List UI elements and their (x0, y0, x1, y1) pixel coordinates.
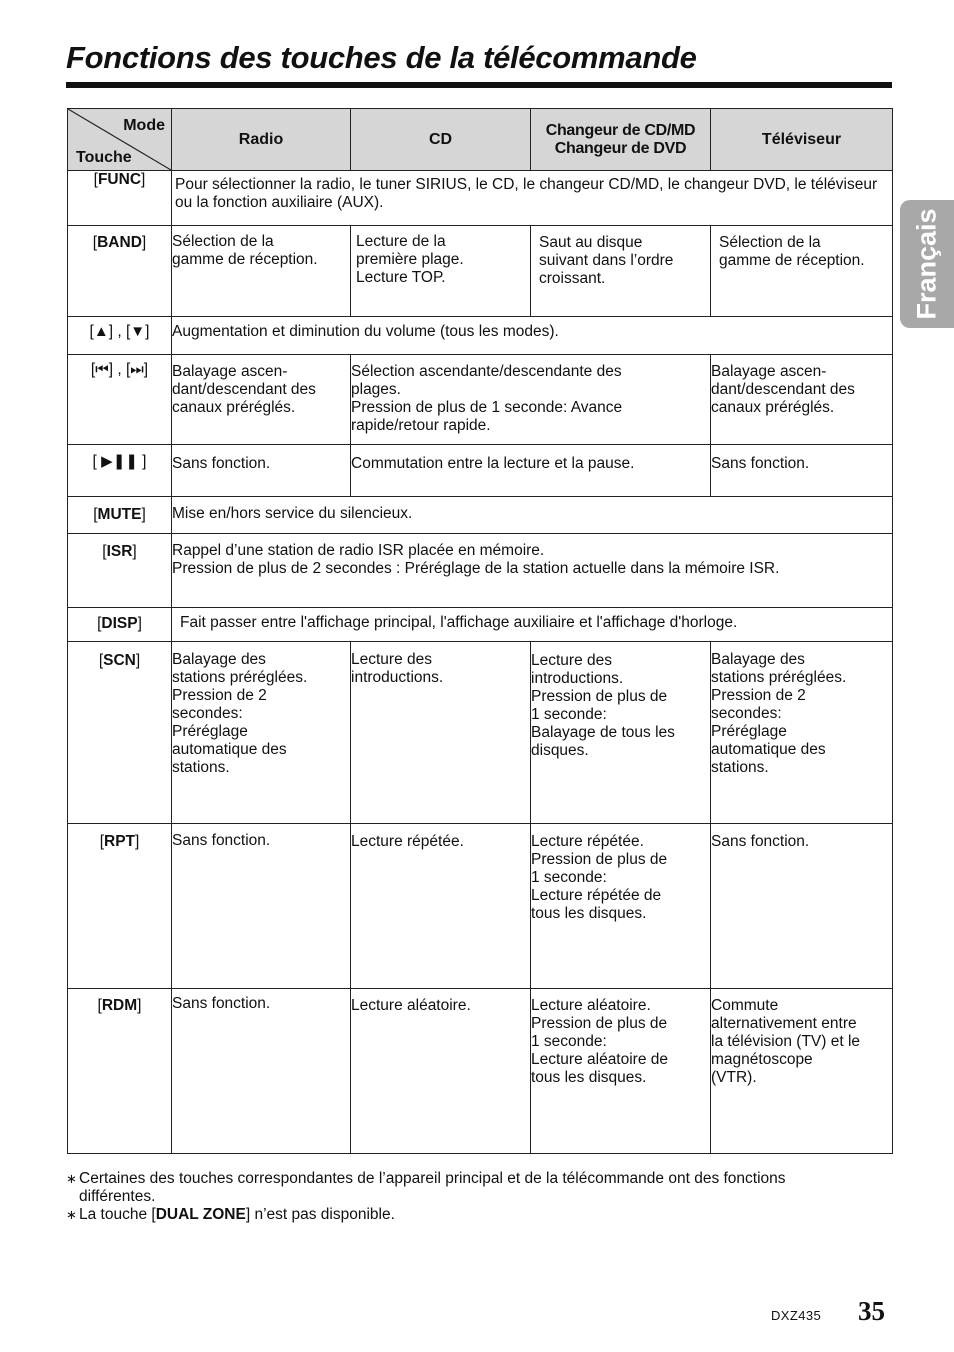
isr-text: Rappel d’une station de radio ISR placée en mémoire. Pression de plus de 2 secondes : Préréglage de la station actuelle dans la mémoire ISR. (172, 542, 780, 577)
key-name-disp: DISP (101, 615, 138, 632)
mode-touche-corner-header (68, 109, 172, 171)
func-description (172, 171, 893, 226)
rdm-tv-cell (711, 989, 893, 1154)
key-name-scn: SCN (103, 652, 136, 669)
play-pause-radio-text: Sans fonction. (172, 455, 271, 472)
key-name-rdm: RDM (101, 997, 138, 1014)
mute-description (172, 497, 893, 534)
rdm-changer-cell (531, 989, 711, 1154)
isr-description (172, 534, 893, 608)
table-row-volume (68, 317, 893, 355)
func-text: Pour sélectionner la radio, le tuner SIRIUS, le CD, le changeur CD/MD, le changeur DVD, le téléviseur ou la fonction auxiliaire (AUX). (175, 176, 878, 211)
key-cell-isr: [ISR] (68, 534, 172, 608)
footnote-1-text: Certaines des touches correspondantes de l’appareil principal et de la télécommande ont des fonctions différentes. (79, 1170, 786, 1205)
language-tab (900, 200, 954, 328)
skip-forward-icon: ⏭ (130, 361, 144, 378)
play-pause-cd-changer-cell (351, 445, 711, 497)
skip-cd-changer-text: Sélection ascendante/descendante des plages. Pression de plus de 1 seconde: Avance rapide/retour rapide. (351, 363, 623, 434)
column-header-radio: Radio (172, 109, 351, 171)
key-cell-mute: [MUTE] (68, 497, 172, 534)
table-row-rdm (68, 989, 893, 1154)
column-header-tv: Téléviseur (711, 109, 893, 171)
table-header-row (68, 109, 893, 171)
key-cell-rdm: [RDM] (68, 989, 172, 1154)
play-pause-cd-changer-text: Commutation entre la lecture et la pause. (351, 455, 635, 472)
touche-label: Touche (76, 149, 132, 166)
footnote-2 (66, 1206, 886, 1224)
scn-cd-text: Lecture des introductions. (351, 651, 444, 686)
band-changer-cell (531, 226, 711, 317)
rdm-tv-text: Commute alternativement entre la télévision (TV) et le magnétoscope (VTR). (711, 997, 861, 1086)
key-cell-play-pause: [ ▶❚❚ ] (68, 445, 172, 497)
table-row-rpt (68, 824, 893, 989)
skip-tv-text: Balayage ascen- dant/descendant des canaux préréglés. (711, 363, 855, 416)
rpt-cd-cell (351, 824, 531, 989)
scn-radio-text: Balayage des stations préréglées. Pression de 2 secondes: Préréglage automatique des stations. (172, 651, 308, 776)
key-cell-band: [BAND] (68, 226, 172, 317)
table-row-mute (68, 497, 893, 534)
table-row-isr (68, 534, 893, 608)
column-header-cd: CD (351, 109, 531, 171)
disp-text: Fait passer entre l'affichage principal, l'affichage auxiliaire et l'affichage d'horloge. (180, 614, 738, 631)
skip-tv-cell (711, 355, 893, 445)
skip-back-icon: ⏮ (95, 361, 109, 378)
remote-functions-table (67, 108, 893, 1154)
table-row-scn (68, 642, 893, 824)
volume-text: Augmentation et diminution du volume (tous les modes). (172, 323, 559, 340)
table-row-disp (68, 608, 893, 642)
down-triangle-icon: ▼ (130, 323, 146, 340)
play-pause-tv-text: Sans fonction. (711, 455, 810, 472)
band-changer-text: Saut au disque suivant dans l’ordre croissant. (539, 234, 674, 287)
scn-changer-cell (531, 642, 711, 824)
key-cell-volume: [▲] , [▼] (68, 317, 172, 355)
rpt-radio-text: Sans fonction. (172, 832, 271, 849)
play-pause-tv-cell (711, 445, 893, 497)
model-number: DXZ435 (771, 1308, 822, 1323)
play-pause-icon: ▶❚❚ (101, 453, 138, 470)
rpt-tv-text: Sans fonction. (711, 833, 810, 850)
skip-key-separator: , (113, 361, 126, 378)
rpt-changer-cell (531, 824, 711, 989)
rdm-cd-text: Lecture aléatoire. (351, 997, 471, 1014)
band-tv-text: Sélection de la gamme de réception. (719, 234, 865, 269)
footnote-2-text-before: La touche [ (79, 1206, 156, 1223)
key-name-mute: MUTE (97, 506, 142, 523)
key-cell-scn: [SCN] (68, 642, 172, 824)
language-tab-label: Français (911, 208, 942, 320)
rdm-changer-text: Lecture aléatoire. Pression de plus de 1 seconde: Lecture aléatoire de tous les disques. (531, 997, 669, 1086)
key-name-rpt: RPT (104, 833, 135, 850)
table-row-band (68, 226, 893, 317)
disp-description (172, 608, 893, 642)
play-pause-radio-cell (172, 445, 351, 497)
skip-radio-text: Balayage ascen- dant/descendant des canaux préréglés. (172, 363, 316, 416)
key-name-func: FUNC (97, 171, 142, 188)
scn-cd-cell (351, 642, 531, 824)
page-number: 35 (858, 1296, 885, 1326)
key-cell-disp: [DISP] (68, 608, 172, 642)
rpt-tv-cell (711, 824, 893, 989)
scn-tv-text: Balayage des stations préréglées. Pression de 2 secondes: Préréglage automatique des stations. (711, 651, 847, 776)
changer-header-line1: Changeur de CD/MD (545, 121, 696, 139)
band-tv-cell (711, 226, 893, 317)
rdm-radio-cell (172, 989, 351, 1154)
skip-cd-changer-cell (351, 355, 711, 445)
footnote-1 (66, 1170, 886, 1206)
column-header-changer (531, 109, 711, 171)
rdm-cd-cell (351, 989, 531, 1154)
key-name-isr: ISR (106, 543, 133, 560)
mode-label: Mode (123, 117, 165, 134)
key-cell-rpt: [RPT] (68, 824, 172, 989)
key-name-band: BAND (97, 234, 142, 251)
table-row-func (68, 171, 893, 226)
scn-tv-cell (711, 642, 893, 824)
table-row-play-pause (68, 445, 893, 497)
scn-radio-cell (172, 642, 351, 824)
band-cd-text: Lecture de la première plage. Lecture TOP. (356, 233, 464, 286)
rdm-radio-text: Sans fonction. (172, 995, 271, 1012)
table-row-skip (68, 355, 893, 445)
band-radio-cell (172, 226, 351, 317)
footnote-marker: ∗ (66, 1171, 77, 1186)
page-title: Fonctions des touches de la télécommande (66, 40, 697, 75)
rpt-radio-cell (172, 824, 351, 989)
footnote-2-key: DUAL ZONE (155, 1206, 246, 1223)
changer-header-line2: Changeur de DVD (554, 139, 687, 157)
band-radio-text: Sélection de la gamme de réception. (172, 233, 318, 268)
up-triangle-icon: ▲ (93, 323, 109, 340)
footnotes (66, 1170, 886, 1224)
volume-key-separator: , (113, 323, 126, 340)
mute-text: Mise en/hors service du silencieux. (172, 505, 413, 522)
footnote-marker: ∗ (66, 1207, 77, 1222)
footnote-2-text-after: ] n’est pas disponible. (245, 1206, 395, 1223)
key-cell-skip: [⏮] , [⏭] (68, 355, 172, 445)
title-rule (66, 82, 892, 88)
volume-description (172, 317, 893, 355)
band-cd-cell (351, 226, 531, 317)
scn-changer-text: Lecture des introductions. Pression de plus de 1 seconde: Balayage de tous les disques. (531, 652, 675, 759)
rpt-changer-text: Lecture répétée. Pression de plus de 1 seconde: Lecture répétée de tous les disques. (531, 833, 668, 922)
skip-radio-cell (172, 355, 351, 445)
key-cell-func: [FUNC] (68, 171, 172, 226)
rpt-cd-text: Lecture répétée. (351, 833, 464, 850)
